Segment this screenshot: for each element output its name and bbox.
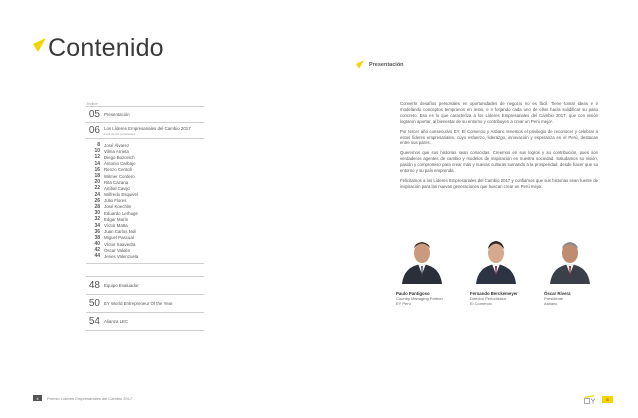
- person-name: Miguel Pascual: [104, 235, 134, 241]
- signatories: [394, 236, 602, 306]
- page-number: 5: [602, 396, 613, 403]
- person-page: 12: [94, 154, 100, 161]
- person-name: Víctor Matta: [104, 223, 128, 229]
- signatory-org: El Comercio: [470, 301, 492, 306]
- footer-text: Premio Líderes Empresariales del Cambio 2017: [47, 395, 133, 401]
- person-name: Víctor Saavedra: [104, 241, 136, 247]
- person-page: 36: [94, 228, 100, 235]
- section-header: [356, 60, 404, 69]
- section-title: Presentación: [369, 61, 404, 68]
- person-name: Wilmer Cordero: [104, 173, 135, 179]
- body-text: [400, 101, 598, 194]
- toc-entry-number: 06: [88, 125, 100, 136]
- person-page: 28: [94, 203, 100, 210]
- signatory: [468, 236, 528, 306]
- person-page: 32: [94, 216, 100, 223]
- signatory-name: Óscar Rivera: [544, 291, 571, 296]
- person-name: José Álvarez: [104, 142, 130, 148]
- person-name: Wilfredo Esquivel: [104, 192, 138, 198]
- ey-logo-icon: [584, 395, 596, 404]
- paragraph: Queremos que sus historias sean conocidas. Creemos en sus logros y su contribución, pues son verdaderos agentes de cambio y modelos de inspiración en nuestra sociedad. Saludamos su visión, pasión y compromiso para crear más y nuevas culturas sumando a la prosperidad, desde hacer que su entorno y su país emprenda.: [400, 150, 598, 174]
- toc-entry[interactable]: [86, 312, 204, 331]
- person-page: 10: [94, 148, 100, 155]
- toc-entry-label: EY World Entrepreneur Of the Year: [104, 300, 173, 306]
- person-page: 14: [94, 160, 100, 167]
- person-name: Edgar Marín: [104, 216, 129, 222]
- toc-entry-label: Los Líderes Empresariales del Cambio 2017: [104, 125, 191, 131]
- person-page: 16: [94, 166, 100, 173]
- footer-left: [33, 395, 132, 401]
- toc-entry-number: 50: [88, 297, 100, 309]
- signatory-name: Fernando Berckemeyer: [470, 291, 518, 296]
- person-name: Julio Flores: [104, 198, 127, 204]
- portrait-photo: [470, 236, 522, 284]
- person-name: Aníbal Cavijo: [104, 185, 130, 191]
- ey-beam-icon: [356, 60, 364, 69]
- portrait-photo: [544, 236, 596, 284]
- person-name: Rita Cazana: [104, 179, 129, 185]
- toc-entry-number: 05: [88, 109, 100, 120]
- person-page: 38: [94, 234, 100, 241]
- person-page: 44: [94, 253, 100, 260]
- toc-entry[interactable]: [86, 122, 204, 138]
- person-page: 8: [97, 142, 100, 149]
- page-number: 4: [33, 395, 42, 401]
- page-title: Contenido: [48, 34, 164, 62]
- person-name: Jenes Valenzuela: [104, 253, 139, 259]
- person-page: 26: [94, 197, 100, 204]
- signatory-org: Asbanc: [544, 301, 558, 306]
- table-of-contents: [86, 106, 204, 331]
- toc-entry-number: 54: [88, 315, 100, 327]
- person-name: Eduardo Lerhuge: [104, 210, 138, 216]
- person-name: Óscar Valdés: [104, 247, 131, 253]
- toc-label: Índice: [87, 101, 98, 106]
- signatory-name: Paulo Pantigoso: [396, 291, 430, 296]
- person-page: 18: [94, 173, 100, 180]
- person-page: 30: [94, 210, 100, 217]
- toc-entry-label: Alianza LEC: [104, 318, 129, 324]
- toc-end-entries: [86, 276, 204, 331]
- person-page: 24: [94, 191, 100, 198]
- signatory-role: Director Periodístico: [470, 296, 507, 301]
- signatory-role: Presidente: [544, 296, 564, 301]
- person-page: 42: [94, 247, 100, 254]
- person-name: Diego Bozovich: [104, 154, 135, 160]
- people-list: [86, 138, 204, 264]
- toc-entry-label: Equipo Evaluador: [104, 282, 139, 288]
- toc-entry[interactable]: [86, 276, 204, 294]
- signatory: [542, 236, 602, 306]
- toc-entry-label: Presentación: [104, 112, 130, 117]
- toc-entry-text: [104, 126, 191, 136]
- person-page: 34: [94, 222, 100, 229]
- list-item[interactable]: [86, 253, 204, 259]
- ey-beam-icon: [33, 38, 46, 52]
- person-name: Antonio Carbajo: [104, 161, 136, 167]
- person-name: Juan Carlos Noli: [104, 229, 137, 235]
- toc-entry[interactable]: [86, 294, 204, 312]
- signatory: [394, 236, 454, 306]
- signatory-org: EY Perú: [396, 301, 411, 306]
- toc-entry-number: 48: [88, 279, 100, 291]
- portrait-photo: [396, 236, 448, 284]
- person-name: Vilma Arrieta: [104, 148, 129, 154]
- paragraph: Felicitamos a los Líderes Empresariales del Cambio 2017 y confiamos que sus historias sean fuente de inspiración para las nuevas generaciones que buscan crear un Perú mejor.: [400, 177, 598, 189]
- person-page: 40: [94, 241, 100, 248]
- person-name: José Koechlin: [104, 204, 132, 210]
- signatory-role: Country Managing Partner: [396, 296, 443, 301]
- footer-right: [584, 395, 613, 404]
- person-name: Renzo Centoll: [104, 167, 132, 173]
- paragraph: Por tercer año consecutivo EY, El Comercio y Asbanc tenemos el privilegio de reconocer y celebrar a estos líderes empresariales, cuyo esfuerzo, liderazgo, innovación y esperanza en el Perú, destacan entre sus pares.: [400, 128, 598, 146]
- person-page: 20: [94, 179, 100, 186]
- paragraph: Convertir desafíos personales en oportunidades de negocio no es fácil. Tiene tomar ideas e ir modelando conceptos tempranos en retos, e ir forjando cada uno de ellos hacia solidificar su paso concreto. Eso es lo que caracteriza a los Líderes Empresariales del Cambio 2017, que con visión lograron aportar, al bienestar de su entorno y contribuyen a crear un Perú mejor.: [400, 101, 598, 124]
- title-block: [33, 34, 164, 62]
- toc-entry[interactable]: [86, 106, 204, 122]
- toc-entry-sub: Lista de los postulantes: [104, 131, 136, 136]
- person-page: 22: [94, 185, 100, 192]
